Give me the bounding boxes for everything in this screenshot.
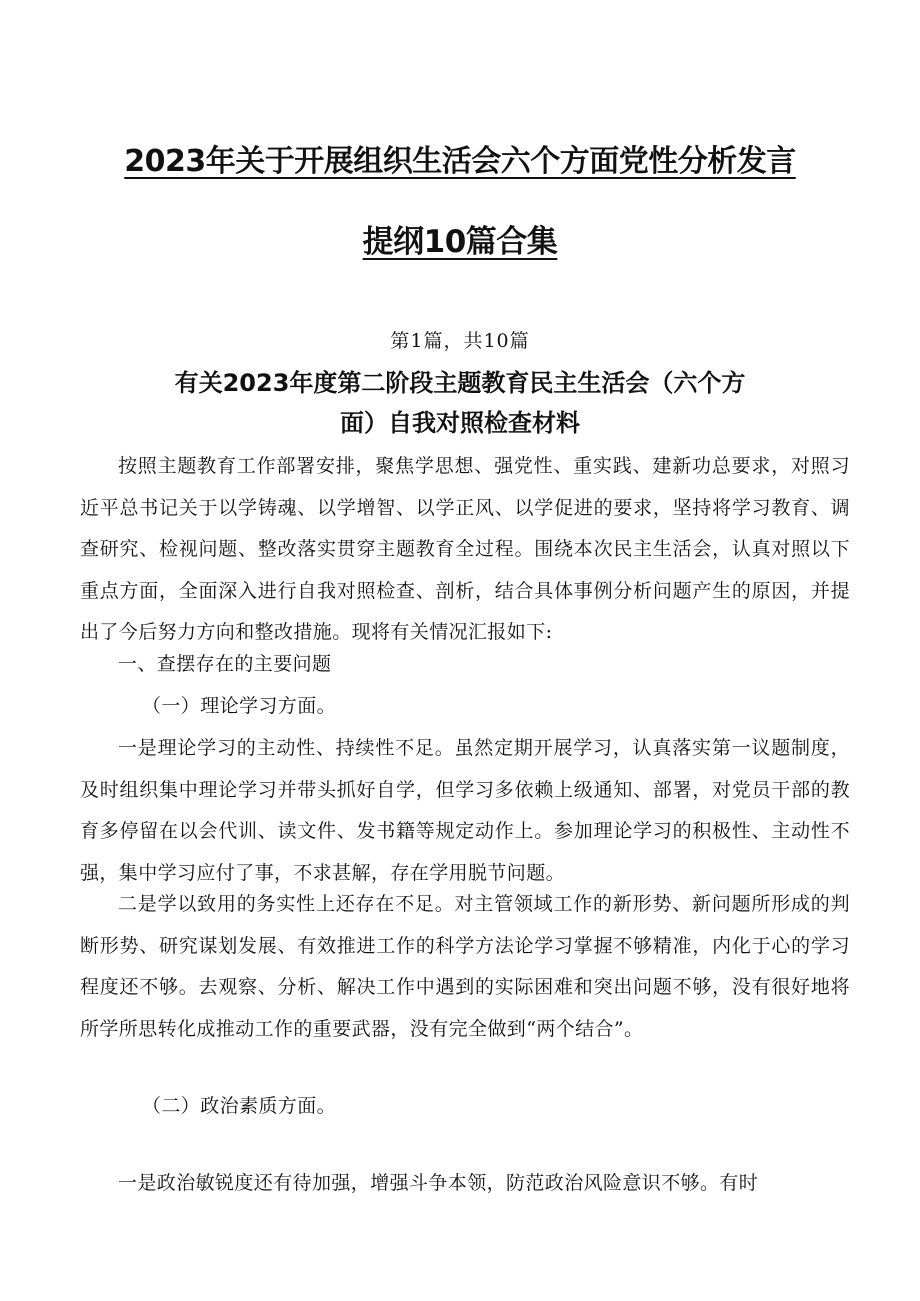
document-title-line1: 2023年关于开展组织生活会六个方面党性分析发言	[124, 144, 796, 179]
intro-paragraph: 按照主题教育工作部署安排，聚焦学思想、强党性、重实践、建新功总要求，对照习近平总书记关于以学铸魂、以学增智、以学正风、以学促进的要求，坚持将学习教育、调查研究、检视问题、整改落实贯穿主题教育全过程。围绕本次民主生活会，认真对照以下重点方面，全面深入进行自我对照检查、剖析，结合具体事例分析问题产生的原因，并提出了今后努力方向和整改措施。现将有关情况汇报如下:	[80, 455, 850, 643]
subsection-theory-study: （一）理论学习方面。	[142, 695, 337, 717]
section-heading-line2: 面）自我对照检查材料	[340, 409, 580, 437]
paragraph-point-1: 一是理论学习的主动性、持续性不足。虽然定期开展学习，认真落实第一议题制度，及时组织集中理论学习并带头抓好自学，但学习多依赖上级通知、部署，对党员干部的教育多停留在以会代训、读文件、发书籍等规定动作上。参加理论学习的积极性、主动性不强，集中学习应付了事，不求甚解，存在学用脱节问题。	[80, 737, 850, 884]
subsection-political-quality: （二）政治素质方面。	[142, 1095, 337, 1117]
document-title-line2: 提纲10篇合集	[362, 224, 558, 260]
section-heading-line1: 有关2023年度第二阶段主题教育民主生活会（六个方	[174, 369, 746, 397]
paragraph-point-3: 一是政治敏锐度还有待加强，增强斗争本领，防范政治风险意识不够。有时	[118, 1172, 759, 1194]
part-label: 第1篇，共10篇	[390, 330, 530, 352]
section-heading-problems: 一、查摆存在的主要问题	[118, 653, 332, 675]
paragraph-point-2: 二是学以致用的务实性上还存在不足。对主管领域工作的新形势、新问题所形成的判断形势、研究谋划发展、有效推进工作的科学方法论学习掌握不够精准，内化于心的学习程度还不够。去观察、分析、解决工作中遇到的实际困难和突出问题不够，没有很好地将所学所思转化成推动工作的重要武器，没有完全做到“两个结合”。	[80, 893, 850, 1040]
